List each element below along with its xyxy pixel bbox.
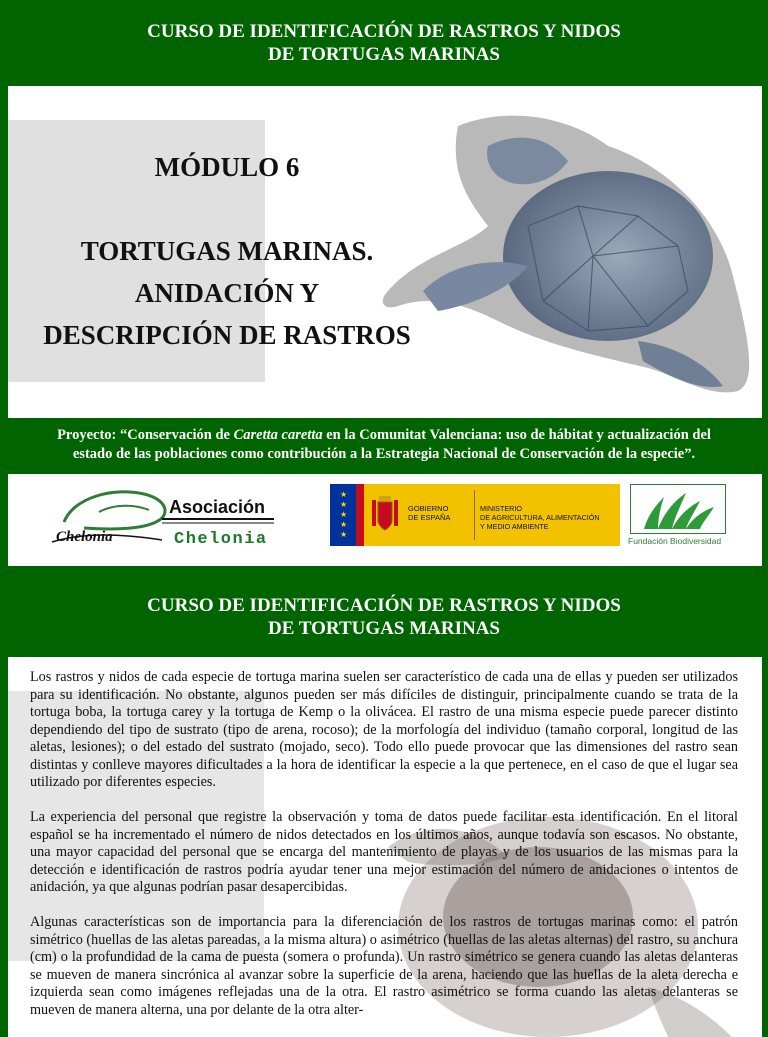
chelonia-word-chelonia: Chelonia	[174, 530, 268, 549]
sponsor-logos-bar	[8, 474, 762, 566]
module-title-line1: TORTUGAS MARINAS.	[80, 236, 374, 266]
paragraph-3: Algunas características son de importancia para la diferenciación de los rastros de tortugas marinas como: el patrón simétrico (huellas de las aletas pareadas, a la misma altura) o asimétrico (huellas de las aletas alternas) del rastro, su anchura (cm) o la profundidad de la cama de puesta (somera o profunda). Un rastro simétrico se genera cuando las aletas delanteras se mueven de manera sincrónica al avanzar sobre la superficie de la arena, haciendo que las huellas de la aleta derecha e izquierda sean como imágenes reflejadas una de la otra. El rastro asimétrico se forma cuando las aletas delanteras se mueven de manera alterna, una por delante de la otra alter-	[30, 914, 738, 1018]
project-line1-rest: en la Comunitat Valenciana: uso de hábitat y actualización del	[322, 427, 711, 443]
eu-flag-icon: ★ ★ ★ ★ ★	[330, 484, 356, 546]
course-title-line1: CURSO DE IDENTIFICACIÓN DE RASTROS Y NIDOS	[147, 21, 621, 42]
project-line1	[0, 426, 768, 445]
ministerio-line3: Y MEDIO AMBIENTE	[480, 522, 549, 531]
chelonia-script-text: Chelonia	[56, 529, 113, 545]
module-number: MÓDULO 6	[154, 152, 300, 182]
fundacion-biodiversidad-logo	[626, 484, 726, 550]
chelonia-word-asociacion: Asociación	[169, 497, 266, 517]
fundacion-label: Fundación Biodiversidad	[628, 536, 722, 546]
course-title-line2: DE TORTUGAS MARINAS	[268, 44, 500, 65]
asociacion-chelonia-logo	[44, 482, 279, 558]
course-title-2-line1: CURSO DE IDENTIFICACIÓN DE RASTROS Y NIDOS	[147, 595, 621, 616]
body-text	[30, 669, 738, 1037]
project-species: Caretta caretta	[233, 427, 323, 443]
project-statement	[0, 426, 768, 464]
course-header-2	[0, 594, 768, 640]
gobierno-line2: DE ESPAÑA	[408, 513, 451, 522]
paragraph-2: La experiencia del personal que registre la observación y toma de datos puede facilitar esta identificación. En el litoral español se ha incrementado el número de nidos detectados en los últimos años, aunque todavía son escasos. No obstante, una mayor capacidad del personal que se encarga del mantenimiento de playas y de los usuarios de las mismas para la detección e identificación de rastros podría ayudar tener una mejor estimación del número de anidaciones o intentos de anidación, ya que algunas podrían pasar desapercibidas.	[30, 809, 738, 895]
ministerio-logo	[330, 484, 620, 546]
spain-coat-of-arms-icon	[370, 494, 400, 534]
content-page	[8, 657, 762, 1037]
ministerio-line1: MINISTERIO	[480, 504, 522, 513]
paragraph-1: Los rastros y nidos de cada especie de tortuga marina suelen ser característico de cada una de ellas y pueden ser utilizados para su identificación. No obstante, algunos pueden ser más difíciles de distinguir, principalmente cuando se trata de la tortuga boba, la tortuga carey y la tortuga de Kemp o la olivácea. El rastro de una misma especie puede parecer distinto dependiendo del tipo de sustrato (tipo de arena, rocoso); de la morfología del individuo (tamaño corporal, longitud de las aletas, lesiones); o del estado del sustrato (mojado, seco). Todo ello puede provocar que las dimensiones del rastro sean distintas y conlleve mayores dificultades a la hora de identificar la especie a la que pertenece, en el caso de que el lugar sea utilizado por diferentes especies.	[30, 669, 738, 790]
grass-icon	[634, 487, 724, 531]
module-title-line2: ANIDACIÓN Y	[134, 278, 320, 308]
ministerio-line2: DE AGRICULTURA, ALIMENTACIÓN	[480, 513, 600, 522]
gobierno-line1: GOBIERNO	[408, 504, 449, 513]
project-prefix: Proyecto: “Conservación de	[57, 427, 234, 443]
course-title-2-line2: DE TORTUGAS MARINAS	[268, 618, 500, 639]
module-title-line3: DESCRIPCIÓN DE RASTROS	[43, 320, 411, 350]
course-header	[0, 20, 768, 66]
cover-panel	[8, 86, 762, 418]
project-line2: estado de las poblaciones como contribución a la Estrategia Nacional de Conservación de la especie”.	[72, 446, 696, 462]
